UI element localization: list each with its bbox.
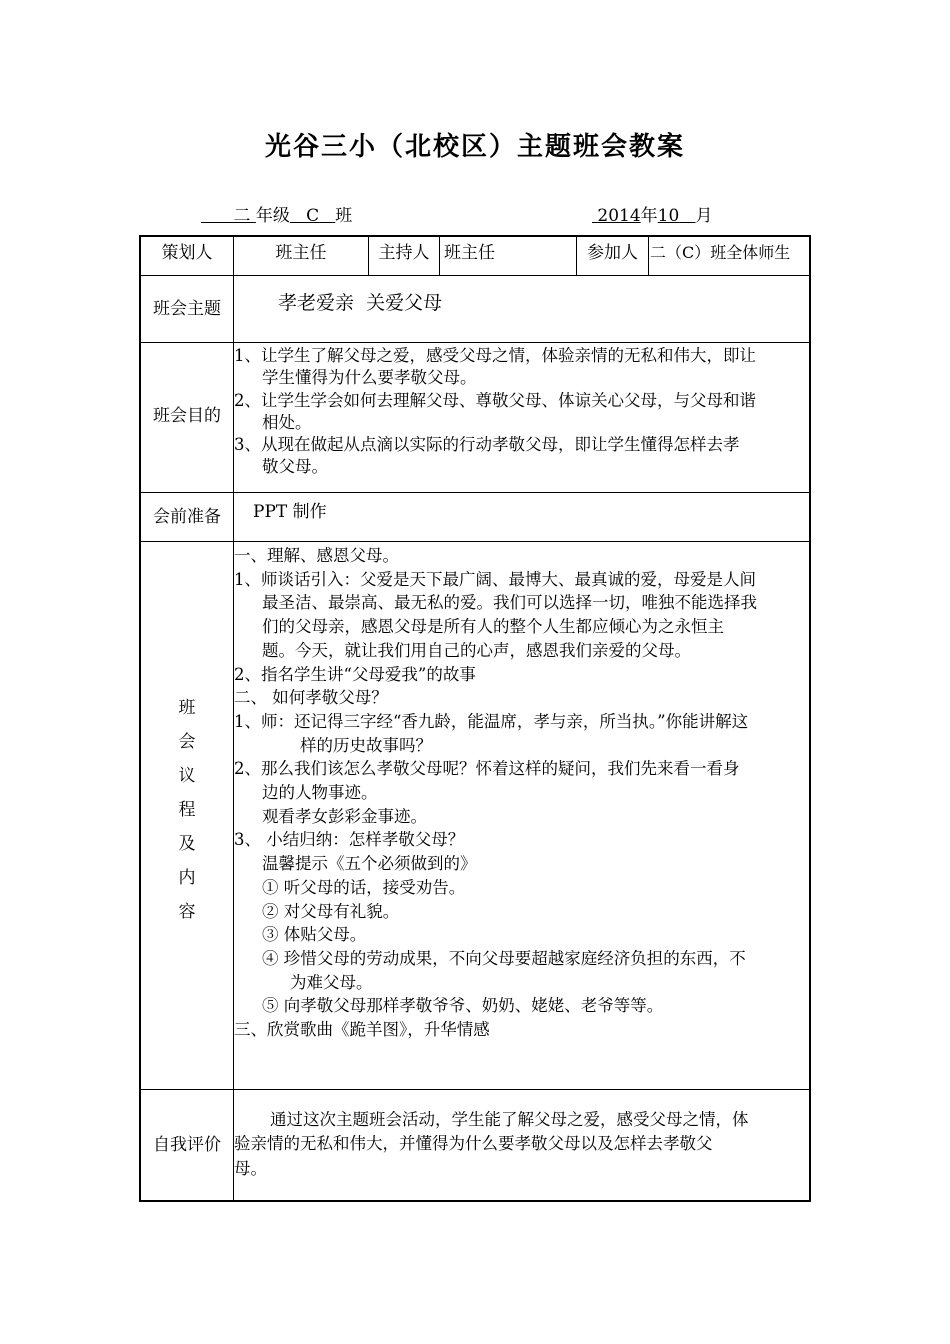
agenda-line: ① 听父母的话，接受劝告。 xyxy=(262,877,466,897)
year-value: 2014 xyxy=(597,206,641,226)
evaluation-content xyxy=(234,1108,810,1181)
planner-value: 班主任 xyxy=(275,243,327,263)
agenda-line: 一、理解、感恩父母。 xyxy=(234,546,399,565)
agenda-line: 题。今天，就让我们用自己的心声，感恩我们亲爱的父母。 xyxy=(262,640,691,660)
theme-value: 孝老爱亲 关爱父母 xyxy=(278,292,443,314)
row1-divider-d xyxy=(648,235,649,275)
agenda-line: 三、欣赏歌曲《跪羊图》，升华情感 xyxy=(234,1020,490,1040)
year-suffix: 年 xyxy=(640,206,658,226)
agenda-label-char: 内 xyxy=(178,868,196,888)
purpose-line: 敬父母。 xyxy=(262,457,328,477)
agenda-label-char: 及 xyxy=(178,834,196,854)
agenda-line: 2、指名学生讲“父母爱我”的故事 xyxy=(234,664,476,684)
grade-class-line xyxy=(201,201,352,226)
table-border-bottom xyxy=(139,1200,811,1202)
month-value: 10 xyxy=(657,206,680,226)
purpose-line: 1、让学生了解父母之爱，感受父母之情，体验亲情的无私和伟大，即让 xyxy=(234,346,756,365)
row-divider-2 xyxy=(139,342,811,343)
date-line xyxy=(592,201,713,226)
agenda-line: 2、那么我们该怎么孝敬父母呢？怀着这样的疑问，我们先来看一看身 xyxy=(234,759,740,779)
class-suffix: 班 xyxy=(335,206,353,226)
agenda-line: 们的父母亲，感恩父母是所有人的整个人生都应倾心为之永恒主 xyxy=(262,617,724,637)
month-suffix: 月 xyxy=(695,206,713,226)
evaluation-line: 通过这次主题班会活动，学生能了解父母之爱，感受父母之情，体 xyxy=(270,1110,749,1129)
table-border-top xyxy=(139,235,811,237)
prep-label: 会前准备 xyxy=(153,507,221,527)
agenda-line: ⑤ 向孝敬父母那样孝敬爷爷、奶奶、姥姥、老爷等等。 xyxy=(262,996,664,1016)
purpose-line: 2、让学生学会如何去理解父母、尊敬父母、体谅关心父母，与父母和谐 xyxy=(234,390,756,410)
agenda-line: ③ 体贴父母。 xyxy=(262,925,367,945)
row-divider-1 xyxy=(139,275,811,276)
agenda-label xyxy=(140,691,234,929)
agenda-line: 温馨提示《五个必须做到的》 xyxy=(262,854,477,874)
agenda-label-char: 班 xyxy=(178,698,196,718)
grade-suffix: 年级 xyxy=(255,206,290,226)
class-value: C xyxy=(306,206,320,226)
agenda-line: 最圣洁、最崇高、最无私的爱。我们可以选择一切，唯独不能选择我 xyxy=(262,593,757,613)
purpose-label: 班会目的 xyxy=(153,406,221,426)
agenda-line: ④ 珍惜父母的劳动成果，不向父母要超越家庭经济负担的东西，不 xyxy=(262,948,746,968)
prep-value: PPT 制作 xyxy=(253,502,327,522)
agenda-line: 样的历史故事吗？ xyxy=(300,735,432,755)
purpose-line: 3、从现在做起从点滴以实际的行动孝敬父母，即让学生懂得怎样去孝 xyxy=(234,435,740,455)
evaluation-label: 自我评价 xyxy=(153,1135,221,1155)
participant-value: 二（C）班全体师生 xyxy=(650,243,791,262)
purpose-line: 相处。 xyxy=(262,412,312,432)
host-label: 主持人 xyxy=(378,243,430,263)
agenda-line: ② 对父母有礼貌。 xyxy=(262,901,400,921)
planner-label: 策划人 xyxy=(161,243,213,263)
theme-label: 班会主题 xyxy=(153,299,221,319)
agenda-line: 1、师：还记得三字经“香九龄，能温席，孝与亲，所当执。”你能讲解这 xyxy=(234,711,749,731)
agenda-line: 为难父母。 xyxy=(290,972,373,992)
grade-value: 二 xyxy=(233,206,251,226)
agenda-content xyxy=(234,544,810,1042)
agenda-label-char: 会 xyxy=(178,732,196,752)
row-divider-3 xyxy=(139,492,811,493)
agenda-line: 边的人物事迹。 xyxy=(262,783,378,803)
agenda-line: 观看孝女彭彩金事迹。 xyxy=(262,806,427,826)
host-value: 班主任 xyxy=(444,243,495,263)
agenda-line: 二、 如何孝敬父母？ xyxy=(234,688,388,708)
agenda-label-char: 议 xyxy=(178,766,196,786)
row1-divider-b xyxy=(439,235,440,275)
evaluation-line: 验亲情的无私和伟大，并懂得为什么要孝敬父母以及怎样去孝敬父 xyxy=(234,1134,713,1154)
agenda-label-char: 容 xyxy=(178,902,196,922)
purpose-content xyxy=(234,345,810,479)
agenda-line: 1、师谈话引入：父爱是天下最广阔、最博大、最真诚的爱，母爱是人间 xyxy=(234,569,756,589)
evaluation-line: 母。 xyxy=(234,1158,267,1178)
purpose-line: 学生懂得为什么要孝敬父母。 xyxy=(262,368,477,388)
agenda-line: 3、 小结归纳：怎样孝敬父母？ xyxy=(234,830,465,850)
row-divider-5 xyxy=(139,1089,811,1090)
row-divider-4 xyxy=(139,541,811,542)
participant-label: 参加人 xyxy=(587,243,638,263)
document-title: 光谷三小（北校区）主题班会教案 xyxy=(264,132,685,162)
agenda-label-char: 程 xyxy=(178,800,196,820)
